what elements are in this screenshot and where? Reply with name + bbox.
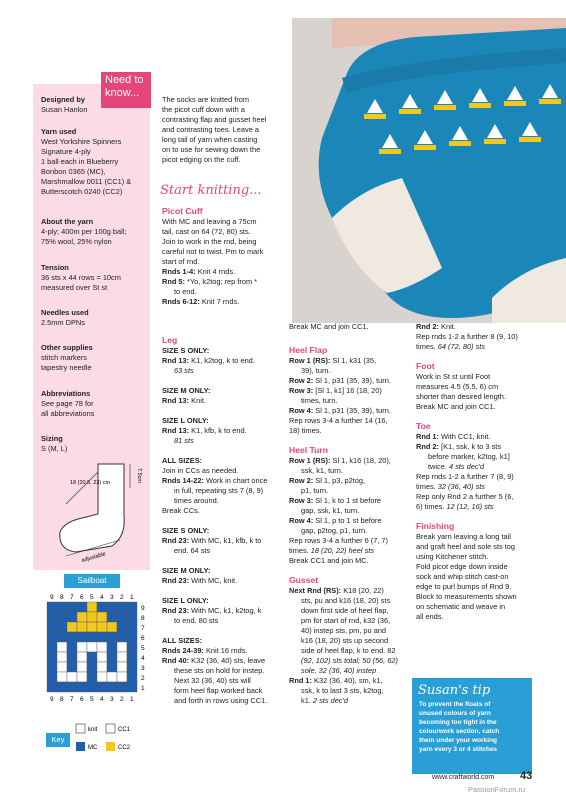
needles-used: Needles used 2.5mm DPNs xyxy=(41,308,89,327)
sock-photo xyxy=(292,18,566,323)
chart-cell xyxy=(57,652,67,662)
sailboat-chart xyxy=(33,590,161,718)
chart-col-label: 7 xyxy=(70,696,74,703)
chart-cell xyxy=(77,672,87,682)
tension: Tension 36 sts x 44 rows = 10cm measured over St st xyxy=(41,263,121,292)
chart-key xyxy=(74,722,134,756)
chart-cell xyxy=(127,632,137,642)
chart-cell xyxy=(117,662,127,672)
chart-cell xyxy=(97,672,107,682)
chart-cell xyxy=(87,652,97,662)
chart-row-label: 7 xyxy=(141,625,145,632)
key-knit-label: knit xyxy=(88,727,98,733)
chart-cell xyxy=(127,652,137,662)
designed-by: Designed by Susan Hanlon xyxy=(41,95,88,114)
chart-cell xyxy=(97,612,107,622)
chart-col-label: 1 xyxy=(130,696,134,703)
other-supplies: Other supplies stitch markers tapestry needle xyxy=(41,343,93,372)
chart-cell xyxy=(77,632,87,642)
chart-col-label: 9 xyxy=(50,696,54,703)
chart-cell xyxy=(107,682,117,692)
watermark: PassionForum.ru xyxy=(468,785,526,794)
chart-row-label: 3 xyxy=(141,665,145,672)
chart-cell xyxy=(67,682,77,692)
chart-cell xyxy=(97,652,107,662)
about-yarn: About the yarn 4-ply; 400m per 100g ball; 75% wool, 25% nylon xyxy=(41,217,127,246)
chart-cell xyxy=(117,682,127,692)
chart-cell xyxy=(127,642,137,652)
chart-row-label: 9 xyxy=(141,605,145,612)
tip-text: To prevent the floats of unused colours of yarn becoming too tight in the colourwork section, catch them under your working yarn every 3 or 4 stitches xyxy=(419,701,500,753)
chart-cell xyxy=(77,682,87,692)
chart-title: Sailboat xyxy=(64,574,120,588)
schematic-foot-label: 18 (20.5, 23) cm xyxy=(70,480,111,486)
intro-text: The socks are knitted from the picot cuff down with a contrasting flap and gusset heel and contrasting toes. Leave a long tail of yarn when casting on to use for sewing down the picot edging on the cuff. xyxy=(162,95,267,164)
chart-cell xyxy=(107,632,117,642)
chart-cell xyxy=(97,642,107,652)
chart-cell xyxy=(97,662,107,672)
chart-cell xyxy=(77,602,87,612)
chart-row-label: 4 xyxy=(141,655,145,662)
chart-col-label: 7 xyxy=(70,594,74,601)
chart-cell xyxy=(87,682,97,692)
chart-cell xyxy=(117,612,127,622)
chart-cell xyxy=(87,642,97,652)
chart-cell xyxy=(117,622,127,632)
chart-col-label: 2 xyxy=(120,696,124,703)
page-number: 43 xyxy=(520,770,533,782)
key-knit-swatch xyxy=(76,724,85,733)
chart-cell xyxy=(87,612,97,622)
chart-cell xyxy=(47,642,57,652)
chart-cell xyxy=(87,602,97,612)
chart-cell xyxy=(77,652,87,662)
chart-cell xyxy=(67,622,77,632)
chart-cell xyxy=(47,602,57,612)
chart-cell xyxy=(107,612,117,622)
foot-section: Rnd 2: Knit. Rep rnds 1-2 a further 8 (9, 10) times. 64 (72, 80) sts Foot Work in St st until Foot measures 4.5 (5.5, 6) cm shorter than desired length. Break MC and join CC1. Toe Rnd 1: With CC1, knit. Rnd 2: [K1, ssk, k to 3 sts before marker, k2tog, k1] twice. 4 sts dec'd Rep rnds 1-2 a further 7 (8, 9) times. 32 (36, 40) sts Rep only Rnd 2 a further 5 (6, 6) times. 12 (12, 16) sts Finishing Break yarn leaving a long tail and graft heel and sole sts tog using Kitchener stitch. Fold picot edge down inside sock and whip stitch cast-on edge to purl bumps of Rnd 9. Block to measurements shown on schematic and weave in all ends. xyxy=(416,322,518,621)
chart-cell xyxy=(57,662,67,672)
chart-cell xyxy=(57,612,67,622)
chart-cell xyxy=(77,642,87,652)
chart-cell xyxy=(67,612,77,622)
chart-cell xyxy=(77,662,87,672)
chart-col-label: 8 xyxy=(60,594,64,601)
chart-cell xyxy=(127,602,137,612)
chart-col-label: 3 xyxy=(110,594,114,601)
chart-row-label: 2 xyxy=(141,675,145,682)
chart-cell xyxy=(67,662,77,672)
key-cc1-swatch xyxy=(106,724,115,733)
chart-cell xyxy=(107,602,117,612)
chart-cell xyxy=(117,602,127,612)
chart-col-label: 4 xyxy=(100,696,104,703)
chart-cell xyxy=(97,632,107,642)
chart-cell xyxy=(97,622,107,632)
sizing: Sizing S (M, L) xyxy=(41,434,68,453)
need-to-know-badge: Need to know... xyxy=(101,72,151,108)
chart-row-label: 8 xyxy=(141,615,145,622)
heel-section: Break MC and join CC1. Heel Flap Row 1 (RS): Sl 1, k31 (35, 39), turn. Row 2: Sl 1, p31 (35, 39), turn. Row 3: [Sl 1, k1] 16 (18, 20) times, turn. Row 4: Sl 1, p31 (35, 39), turn. Rep rows 3-4 a further 14 (16, 18) times. Heel Turn Row 1 (RS): Sl 1, k16 (18, 20), ssk, k1, turn. Row 2: Sl 1, p3, p2tog, p1, turn. Row 3: Sl 1, k to 1 st before gap, ssk, k1, turn. Row 4: Sl 1, p to 1 st before gap, p2tog, p1, turn. Rep rows 3-4 a further 6 (7, 7) times. 18 (20, 22) heel sts Break CC1 and join MC. Gusset Next Rnd (RS): K18 (20, 22) sts, pu and k16 (18, 20) sts down first side of heel flap, pm for start of rnd, k32 (36, 40) instep sts, pm, pu and k16 (18, 20) sts up second side of heel flap, k to end. 82 (92, 102) sts total; 50 (56, 62) sole, 32 (36, 40) instep Rnd 1: K32 (36, 40), sm, k1, ssk, k to last 3 sts, k2tog, k1. 2 sts dec'd xyxy=(289,322,398,705)
chart-col-label: 3 xyxy=(110,696,114,703)
key-cc1-label: CC1 xyxy=(118,727,131,733)
chart-cell xyxy=(67,602,77,612)
chart-cell xyxy=(77,622,87,632)
chart-cell xyxy=(127,672,137,682)
leg-section: Leg SIZE S ONLY: Rnd 13: K1, k2tog, k to end. 63 sts SIZE M ONLY: Rnd 13: Knit. SIZE L ONLY: Rnd 13: K1, kfb, k to end. 81 sts ALL SIZES: Join in CCs as needed. Rnds 14-22: Work in chart once in full, repeating sts 7 (8, 9) times around. Break CCs. SIZE S ONLY: Rnd 23: With MC, k1, kfb, k to end. 64 sts SIZE M ONLY: Rnd 23: With MC, knit. SIZE L ONLY: Rnd 23: With MC, k1, k2tog, k to end. 80 sts ALL SIZES: Rnds 24-39: Knit 16 rnds. Rnd 40: K32 (36, 40) sts, leave these sts on hold for instep. Next 32 (36, 40) sts will form heel flap worked back and forth in rows using CC1. xyxy=(162,335,268,705)
tip-title: Susan's tip xyxy=(418,683,491,698)
chart-cell xyxy=(127,622,137,632)
chart-cell xyxy=(77,612,87,622)
chart-col-label: 1 xyxy=(130,594,134,601)
chart-col-label: 9 xyxy=(50,594,54,601)
chart-col-label: 6 xyxy=(80,594,84,601)
chart-cell xyxy=(117,672,127,682)
key-cc2-label: CC2 xyxy=(118,745,131,751)
yarn-used: Yarn used West Yorkshire Spinners Signature 4-ply 1 ball each in Blueberry Bonbon 0365 (MC), Marshmallow 0011 (CC1) & Butterscotch 0240 (CC2) xyxy=(41,127,132,196)
key-cc2-swatch xyxy=(106,742,115,751)
chart-col-label: 2 xyxy=(120,594,124,601)
footer-url: www.craftworld.com xyxy=(432,774,495,781)
chart-cell xyxy=(57,682,67,692)
chart-cell xyxy=(107,662,117,672)
chart-cell xyxy=(127,612,137,622)
chart-col-label: 5 xyxy=(90,696,94,703)
chart-cell xyxy=(47,652,57,662)
key-title: Key xyxy=(46,733,70,747)
chart-col-label: 8 xyxy=(60,696,64,703)
chart-cell xyxy=(47,622,57,632)
chart-col-label: 4 xyxy=(100,594,104,601)
chart-cell xyxy=(57,622,67,632)
chart-cell xyxy=(117,652,127,662)
chart-cell xyxy=(87,632,97,642)
chart-row-label: 5 xyxy=(141,645,145,652)
picot-section: Picot Cuff With MC and leaving a 75cm tail, cast on 64 (72, 80) sts. Join to work in the rnd, being careful not to twist. Pm to mark start of rnd. Rnds 1-4: Knit 4 rnds. Rnd 5: *Yo, k2tog; rep from * to end. Rnds 6-12: Knit 7 rnds. xyxy=(162,206,264,306)
chart-cell xyxy=(97,682,107,692)
chart-cell xyxy=(57,672,67,682)
chart-cell xyxy=(47,612,57,622)
chart-row-label: 6 xyxy=(141,635,145,642)
chart-cell xyxy=(127,662,137,672)
chart-col-label: 6 xyxy=(80,696,84,703)
chart-cell xyxy=(107,622,117,632)
chart-cell xyxy=(87,622,97,632)
chart-cell xyxy=(87,662,97,672)
start-knitting-heading: Start knitting... xyxy=(160,183,262,198)
chart-cell xyxy=(127,682,137,692)
chart-cell xyxy=(67,642,77,652)
chart-cell xyxy=(87,672,97,682)
tip-box xyxy=(412,678,532,774)
chart-cell xyxy=(57,602,67,612)
chart-cell xyxy=(117,632,127,642)
chart-cell xyxy=(47,632,57,642)
key-mc-label: MC xyxy=(88,745,98,751)
chart-cell xyxy=(47,662,57,672)
chart-cell xyxy=(57,642,67,652)
chart-row-label: 1 xyxy=(141,685,145,692)
chart-cell xyxy=(97,602,107,612)
chart-col-label: 5 xyxy=(90,594,94,601)
chart-cell xyxy=(107,652,117,662)
chart-cell xyxy=(107,642,117,652)
sock-schematic xyxy=(46,458,146,564)
chart-cell xyxy=(67,672,77,682)
schematic-length-label: adjustable xyxy=(80,551,107,564)
chart-cell xyxy=(67,652,77,662)
chart-cell xyxy=(67,632,77,642)
key-mc-swatch xyxy=(76,742,85,751)
chart-cell xyxy=(107,672,117,682)
chart-cell xyxy=(47,672,57,682)
abbreviations: Abbreviations See page 78 for all abbreviations xyxy=(41,389,95,418)
schematic-leg-label: 7.5cm xyxy=(136,468,142,483)
chart-cell xyxy=(47,682,57,692)
chart-cell xyxy=(57,632,67,642)
chart-cell xyxy=(117,642,127,652)
